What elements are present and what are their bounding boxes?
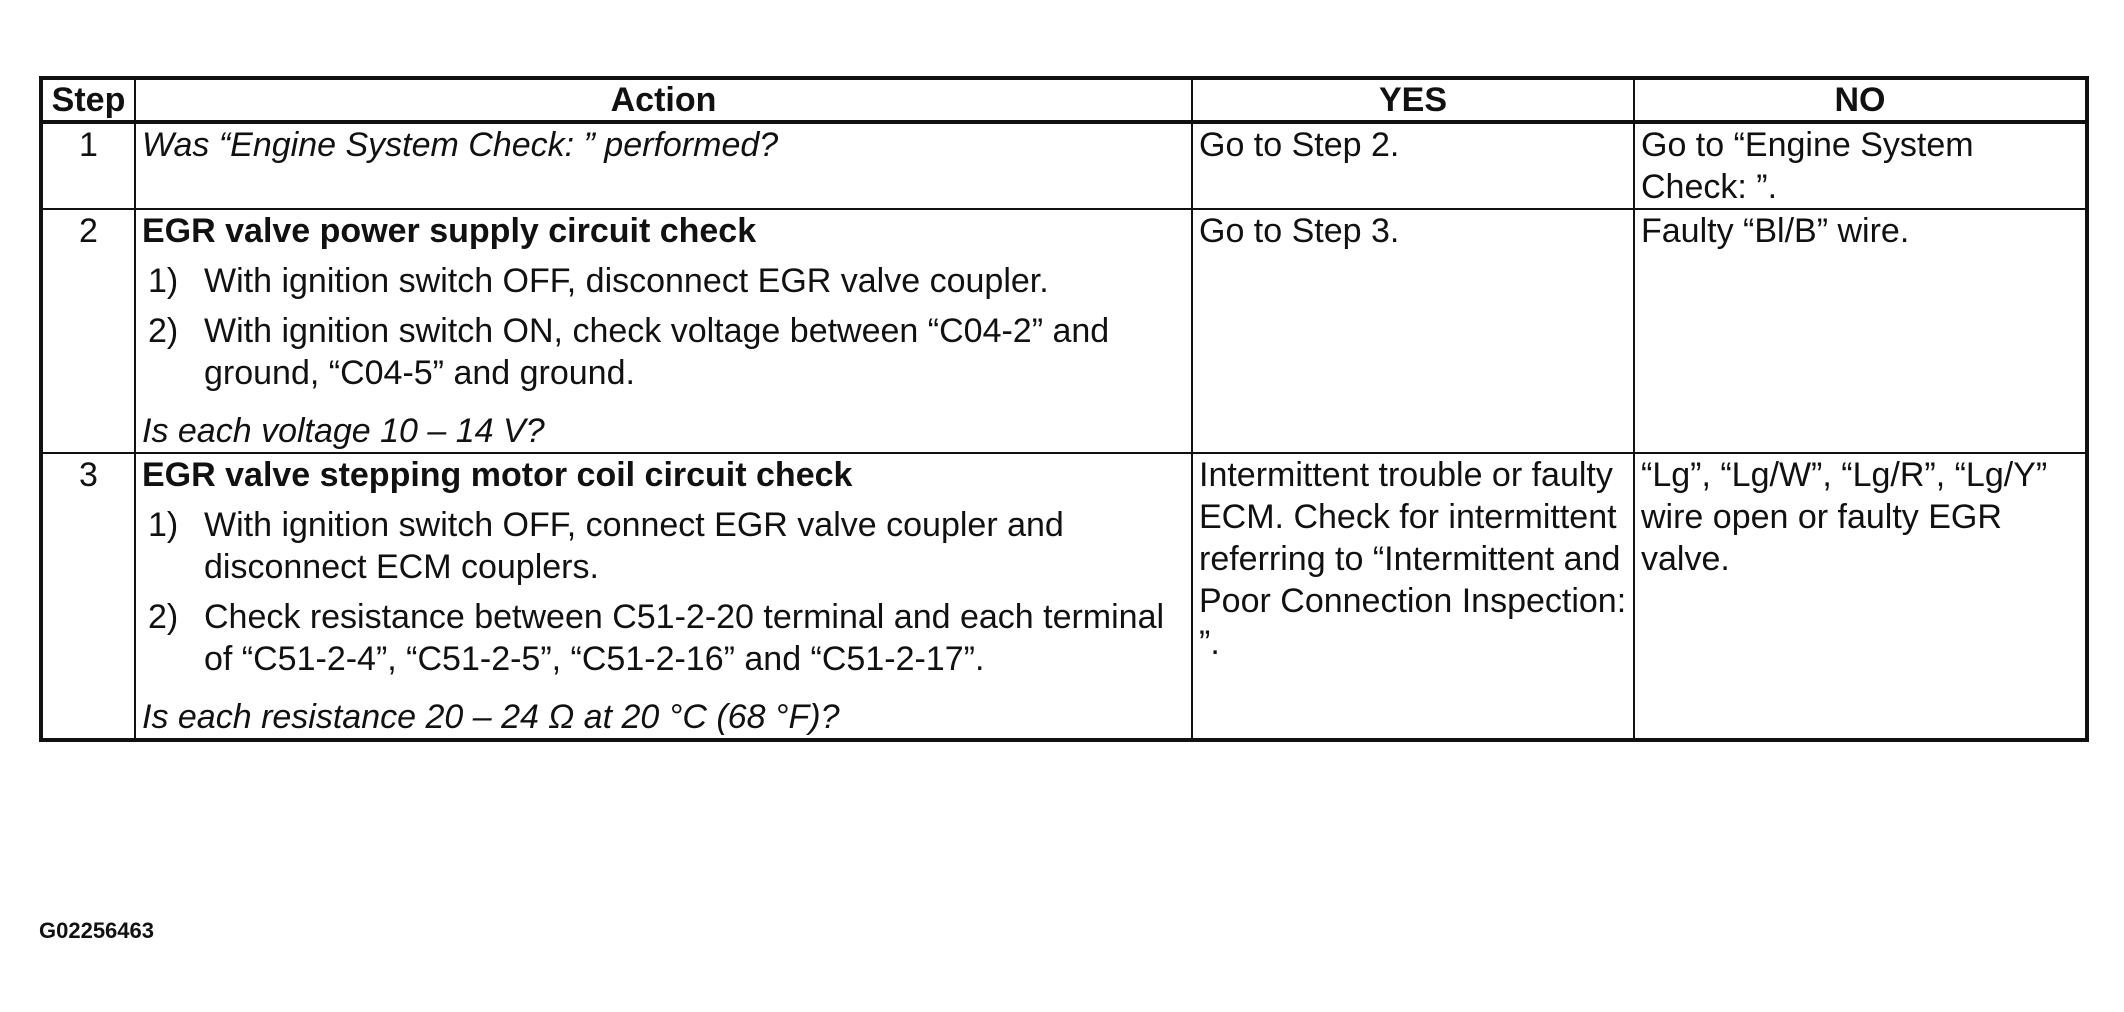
substep-text: With ignition switch OFF, connect EGR valve coupler and disconnect ECM couplers.: [204, 506, 1064, 586]
substep: [142, 504, 1185, 588]
figure-id: G02256463: [39, 918, 154, 943]
step-number: 3: [41, 453, 135, 740]
action-question: Is each resistance 20 – 24 Ω at 20 °C (68 °F)?: [142, 698, 840, 736]
substep: [142, 596, 1185, 680]
substep-text: With ignition switch ON, check voltage between “C04-2” and ground, “C04-5” and ground.: [204, 312, 1110, 392]
step-number: 1: [41, 122, 135, 209]
substep-text: With ignition switch OFF, disconnect EGR valve coupler.: [204, 262, 1049, 300]
substep-number: 2): [148, 598, 179, 636]
header-no: NO: [1634, 78, 2087, 122]
step-number: 2: [41, 209, 135, 453]
substep-text: Check resistance between C51-2-20 terminal and each terminal of “C51-2-4”, “C51-2-5”, “C51-2-16” and “C51-2-17”.: [204, 598, 1165, 678]
action-cell: [135, 122, 1192, 209]
action-question: Was “Engine System Check: ” performed?: [142, 126, 779, 164]
no-cell: Faulty “Bl/B” wire.: [1634, 209, 2087, 453]
action-title: EGR valve stepping motor coil circuit check: [142, 456, 853, 494]
table-row: [41, 209, 2087, 453]
action-cell: [135, 453, 1192, 740]
diagnostic-table: [39, 76, 2089, 742]
header-row: [41, 78, 2087, 122]
yes-cell: Intermittent trouble or faulty ECM. Check for intermittent referring to “Intermittent and Poor Connection Inspection: ”.: [1192, 453, 1634, 740]
yes-cell: Go to Step 3.: [1192, 209, 1634, 453]
substep-number: 1): [148, 506, 179, 544]
yes-cell: Go to Step 2.: [1192, 122, 1634, 209]
substep: [142, 310, 1185, 394]
substep: [142, 260, 1185, 302]
no-cell: “Lg”, “Lg/W”, “Lg/R”, “Lg/Y” wire open or faulty EGR valve.: [1634, 453, 2087, 740]
no-cell: Go to “Engine System Check: ”.: [1634, 122, 2087, 209]
substep-number: 1): [148, 262, 179, 300]
substep-number: 2): [148, 312, 179, 350]
table-row: [41, 453, 2087, 740]
action-cell: [135, 209, 1192, 453]
header-action: Action: [135, 78, 1192, 122]
header-yes: YES: [1192, 78, 1634, 122]
header-step: Step: [41, 78, 135, 122]
table-row: [41, 122, 2087, 209]
action-question: Is each voltage 10 – 14 V?: [142, 412, 545, 450]
action-title: EGR valve power supply circuit check: [142, 212, 757, 250]
